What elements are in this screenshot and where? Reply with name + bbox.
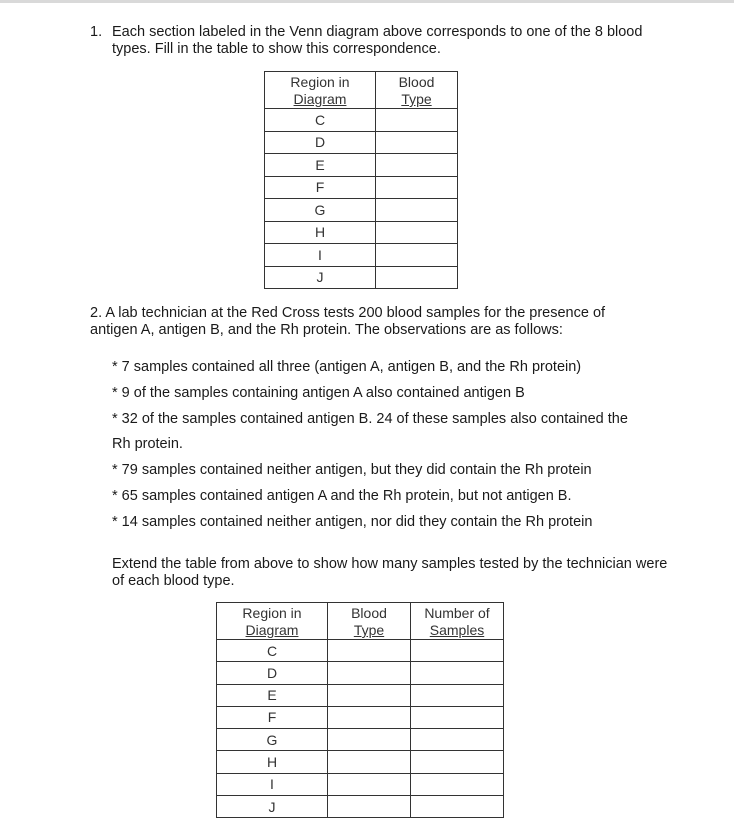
answer-cell[interactable] <box>376 244 458 267</box>
observation-line: * 14 samples contained neither antigen, nor did they contain the Rh protein <box>112 513 593 530</box>
column-header <box>217 603 328 640</box>
answer-cell[interactable] <box>376 154 458 177</box>
question-2-text: 2. A lab technician at the Red Cross tests 200 blood samples for the presence of antigen A, antigen B, and the Rh protein. The observations are as follows: <box>90 305 606 338</box>
column-header-line: Blood <box>351 605 387 621</box>
observation-line: * 32 of the samples contained antigen B. 24 of these samples also contained the <box>112 410 628 427</box>
answer-cell[interactable] <box>328 640 411 662</box>
region-cell: D <box>217 662 328 684</box>
answer-cell[interactable] <box>376 109 458 132</box>
column-header-line: Diagram <box>245 622 299 638</box>
observation-line: * 7 samples contained all three (antigen A, antigen B, and the Rh protein) <box>112 359 582 375</box>
answer-cell[interactable] <box>376 199 458 222</box>
answer-cell[interactable] <box>376 266 458 289</box>
column-header <box>328 603 411 640</box>
region-cell: J <box>217 796 328 818</box>
observation-line: * 65 samples contained antigen A and the Rh protein, but not antigen B. <box>112 487 572 504</box>
column-header <box>376 72 458 109</box>
table-row <box>265 131 458 154</box>
answer-cell[interactable] <box>411 662 504 684</box>
blood-type-table <box>264 71 458 289</box>
table-row <box>217 773 504 795</box>
answer-cell[interactable] <box>376 221 458 244</box>
region-cell: C <box>217 640 328 662</box>
table-row <box>217 684 504 706</box>
column-header-line: Diagram <box>293 91 347 107</box>
table-header-row <box>265 72 458 109</box>
answer-cell[interactable] <box>411 729 504 751</box>
answer-cell[interactable] <box>411 796 504 818</box>
answer-cell[interactable] <box>328 796 411 818</box>
observation-line: * 79 samples contained neither antigen, but they did contain the Rh protein <box>112 462 592 479</box>
region-cell: G <box>265 199 376 222</box>
region-cell: G <box>217 729 328 751</box>
observation-line: * 9 of the samples containing antigen A also contained antigen B <box>112 384 525 401</box>
table-row <box>217 729 504 751</box>
column-header-line: Region in <box>242 605 302 621</box>
answer-cell[interactable] <box>376 131 458 154</box>
region-cell: F <box>217 706 328 728</box>
answer-cell[interactable] <box>328 751 411 773</box>
table-row <box>217 751 504 773</box>
table-row <box>217 706 504 728</box>
question-1 <box>90 24 650 58</box>
question-1-text: Each section labeled in the Venn diagram above corresponds to one of the 8 blood types. Fill in the table to show this correspondence. <box>112 24 643 57</box>
observation-line: Rh protein. <box>112 436 183 453</box>
table-row <box>265 244 458 267</box>
table-row <box>217 796 504 818</box>
column-header-line: Region in <box>290 74 350 90</box>
column-header-line: Number of <box>424 605 490 621</box>
table-row <box>265 221 458 244</box>
column-header <box>265 72 376 109</box>
table-row <box>265 199 458 222</box>
extend-instructions: Extend the table from above to show how many samples tested by the technician were of each blood type. <box>112 556 668 589</box>
region-cell: C <box>265 109 376 132</box>
question-1-number: 1. <box>90 24 103 40</box>
region-cell: D <box>265 131 376 154</box>
observations-list <box>112 355 672 536</box>
answer-cell[interactable] <box>328 773 411 795</box>
table-row <box>217 662 504 684</box>
answer-cell[interactable] <box>328 684 411 706</box>
column-header <box>411 603 504 640</box>
region-cell: I <box>265 244 376 267</box>
answer-cell[interactable] <box>328 706 411 728</box>
table-row <box>265 154 458 177</box>
answer-cell[interactable] <box>411 640 504 662</box>
table-row <box>265 109 458 132</box>
region-cell: F <box>265 176 376 199</box>
region-cell: H <box>217 751 328 773</box>
region-cell: I <box>217 773 328 795</box>
table-row <box>217 640 504 662</box>
table-row <box>265 266 458 289</box>
region-cell: E <box>265 154 376 177</box>
region-cell: E <box>217 684 328 706</box>
answer-cell[interactable] <box>411 773 504 795</box>
samples-table <box>216 602 504 818</box>
answer-cell[interactable] <box>411 684 504 706</box>
answer-cell[interactable] <box>328 662 411 684</box>
answer-cell[interactable] <box>411 751 504 773</box>
column-header-line: Samples <box>429 622 485 638</box>
region-cell: J <box>265 266 376 289</box>
column-header-line: Type <box>353 622 385 638</box>
top-border <box>0 0 734 3</box>
column-header-line: Type <box>401 91 432 107</box>
answer-cell[interactable] <box>328 729 411 751</box>
column-header-line: Blood <box>398 74 435 90</box>
table-row <box>265 176 458 199</box>
answer-cell[interactable] <box>376 176 458 199</box>
table-header-row <box>217 603 504 640</box>
region-cell: H <box>265 221 376 244</box>
answer-cell[interactable] <box>411 706 504 728</box>
